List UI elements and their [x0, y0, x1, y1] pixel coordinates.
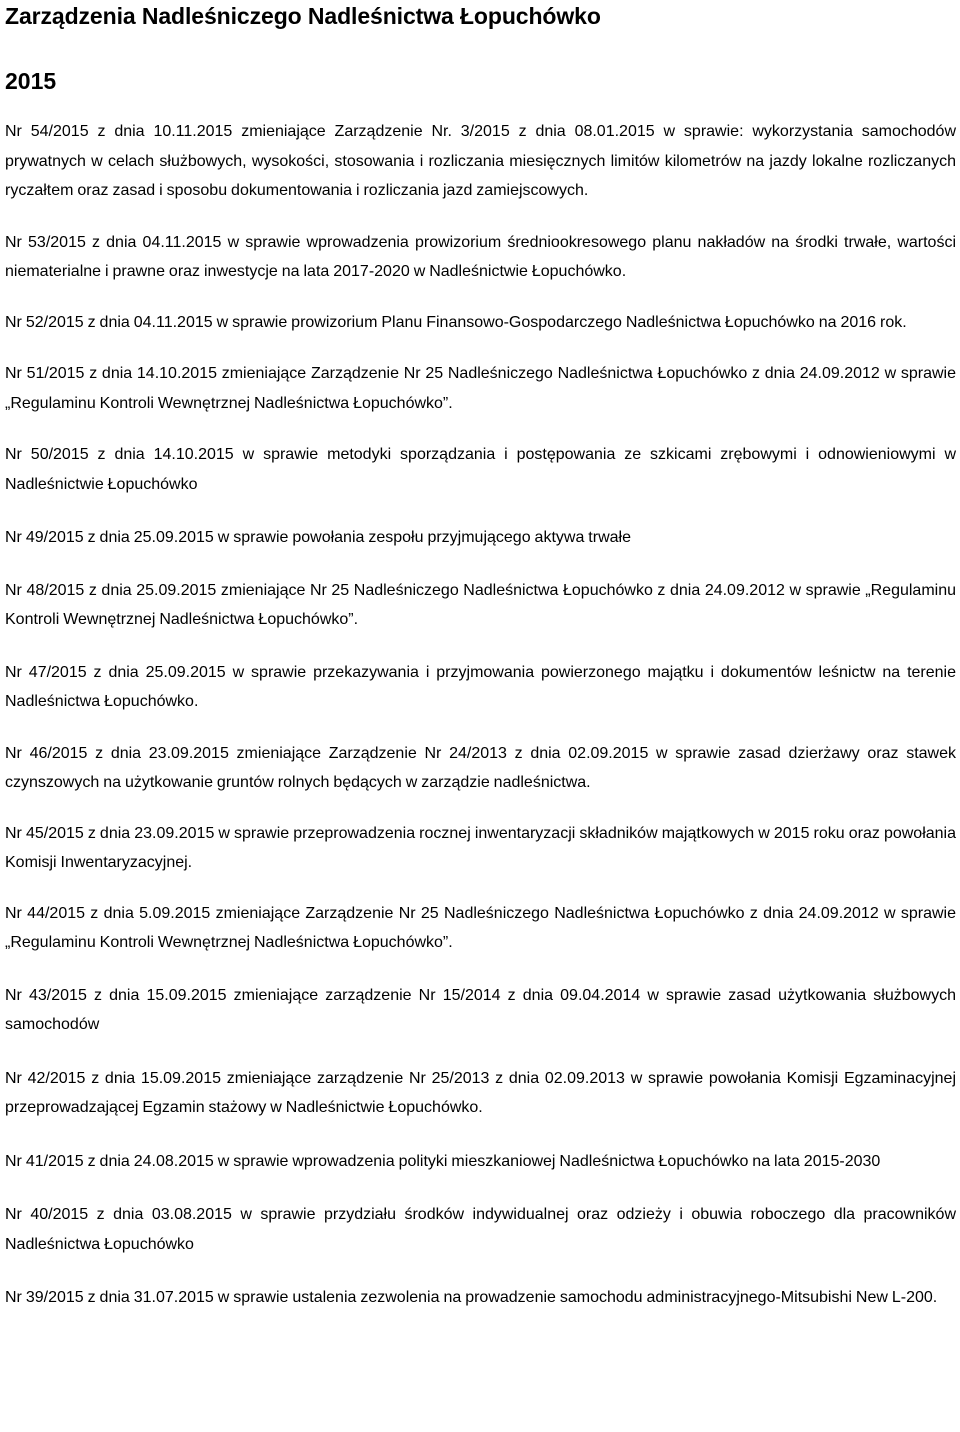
ordinance-entry: Nr 42/2015 z dnia 15.09.2015 zmieniające zarządzenie Nr 25/2013 z dnia 02.09.2013 w sprawie powołania Komisji Egzaminacyjnej przeprowadzającej Egzamin stażowy w Nadleśnictwie Łopuchówko.	[5, 1069, 956, 1116]
ordinance-entry: Nr 49/2015 z dnia 25.09.2015 w sprawie powołania zespołu przyjmującego aktywa trwałe	[5, 529, 631, 546]
page-title: Zarządzenia Nadleśniczego Nadleśnictwa Łopuchówko	[5, 3, 601, 29]
ordinance-entry: Nr 39/2015 z dnia 31.07.2015 w sprawie ustalenia zezwolenia na prowadzenie samochodu administracyjnego-Mitsubishi New L-200.	[5, 1289, 938, 1306]
ordinance-entry: Nr 43/2015 z dnia 15.09.2015 zmieniające zarządzenie Nr 15/2014 z dnia 09.04.2014 w sprawie zasad użytkowania służbowych samochodów	[5, 986, 956, 1033]
year-heading: 2015	[5, 68, 57, 94]
ordinance-entry: Nr 54/2015 z dnia 10.11.2015 zmieniające Zarządzenie Nr. 3/2015 z dnia 08.01.2015 w sprawie: wykorzystania samochodów prywatnych w celach służbowych, wysokości, stosowania i rozliczania miesięcznych limitów kilometrów na jazdy lokalne rozliczanych ryczałtem oraz zasad i sposobu dokumentowania i rozliczania jazd zamiejscowych.	[5, 123, 956, 199]
ordinance-entry: Nr 46/2015 z dnia 23.09.2015 zmieniające Zarządzenie Nr 24/2013 z dnia 02.09.2015 w sprawie zasad dzierżawy oraz stawek czynszowych na użytkowanie gruntów rolnych będących w zarządzie nadleśnictwa.	[5, 744, 956, 791]
ordinance-entry: Nr 48/2015 z dnia 25.09.2015 zmieniające Nr 25 Nadleśniczego Nadleśnictwa Łopuchówko z dnia 24.09.2012 w sprawie „Regulaminu Kontroli Wewnętrznej Nadleśnictwa Łopuchówko”.	[5, 581, 956, 628]
ordinance-entry: Nr 53/2015 z dnia 04.11.2015 w sprawie wprowadzenia prowizorium średniookresowego planu nakładów na środki trwałe, wartości niematerialne i prawne oraz inwestycje na lata 2017-2020 w Nadleśnictwie Łopuchówko.	[5, 233, 956, 280]
ordinance-entry: Nr 44/2015 z dnia 5.09.2015 zmieniające Zarządzenie Nr 25 Nadleśniczego Nadleśnictwa Łopuchówko z dnia 24.09.2012 w sprawie „Regulaminu Kontroli Wewnętrznej Nadleśnictwa Łopuchówko”.	[5, 904, 956, 951]
ordinance-entry: Nr 50/2015 z dnia 14.10.2015 w sprawie metodyki sporządzania i postępowania ze szkicami zrębowymi i odnowieniowymi w Nadleśnictwie Łopuchówko	[5, 446, 956, 493]
ordinance-entry: Nr 45/2015 z dnia 23.09.2015 w sprawie przeprowadzenia rocznej inwentaryzacji składników majątkowych w 2015 roku oraz powołania Komisji Inwentaryzacyjnej.	[5, 824, 956, 871]
ordinance-list	[5, 117, 956, 1313]
ordinance-entry: Nr 51/2015 z dnia 14.10.2015 zmieniające Zarządzenie Nr 25 Nadleśniczego Nadleśnictwa Łopuchówko z dnia 24.09.2012 w sprawie „Regulaminu Kontroli Wewnętrznej Nadleśnictwa Łopuchówko”.	[5, 365, 956, 412]
ordinance-entry: Nr 47/2015 z dnia 25.09.2015 w sprawie przekazywania i przyjmowania powierzonego majątku i dokumentów leśnictw na terenie Nadleśnictwa Łopuchówko.	[5, 663, 956, 710]
ordinance-entry: Nr 40/2015 z dnia 03.08.2015 w sprawie przydziału środków indywidualnej oraz odzieży i obuwia roboczego dla pracowników Nadleśnictwa Łopuchówko	[5, 1206, 956, 1253]
ordinance-entry: Nr 41/2015 z dnia 24.08.2015 w sprawie wprowadzenia polityki mieszkaniowej Nadleśnictwa Łopuchówko na lata 2015-2030	[5, 1152, 881, 1170]
ordinance-entry: Nr 52/2015 z dnia 04.11.2015 w sprawie prowizorium Planu Finansowo-Gospodarczego Nadleśnictwa Łopuchówko na 2016 rok.	[5, 313, 907, 331]
